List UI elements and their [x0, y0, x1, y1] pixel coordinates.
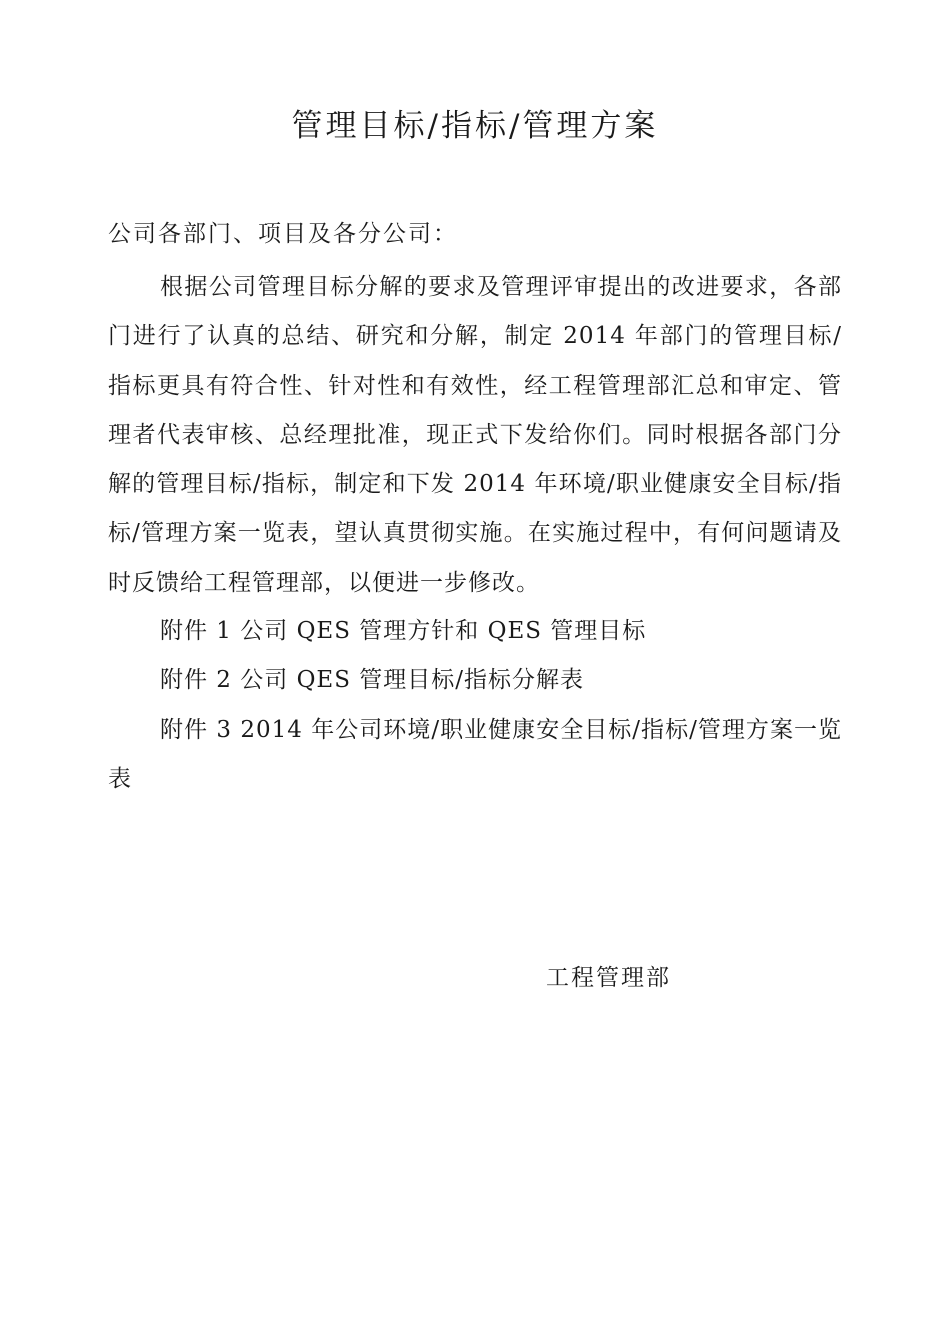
attachment-1: 附件 1 公司 QES 管理方针和 QES 管理目标: [160, 618, 647, 644]
document-title: 管理目标/指标/管理方案: [291, 108, 659, 144]
body-paragraph: 根据公司管理目标分解的要求及管理评审提出的改进要求，各部门进行了认真的总结、研究和分解，制定 2014 年部门的管理目标/指标更具有符合性、针对性和有效性，经工程管理部汇总和审定、管理者代表审核、总经理批准，现正式下发给你们。同时根据各部门分解的管理目标/指标，制定和下发 2014 年环境/职业健康安全目标/指标/管理方案一览表，望认真贯彻实施。在实施过程中，有何问题请及时反馈给工程管理部，以便进一步修改。: [108, 274, 842, 596]
signature-department: 工程管理部: [546, 965, 671, 991]
attachment-2: 附件 2 公司 QES 管理目标/指标分解表: [160, 667, 585, 693]
salutation: 公司各部门、项目及各分公司：: [108, 221, 458, 247]
attachment-3: 附件 3 2014 年公司环境/职业健康安全目标/指标/管理方案一览表: [108, 717, 842, 793]
